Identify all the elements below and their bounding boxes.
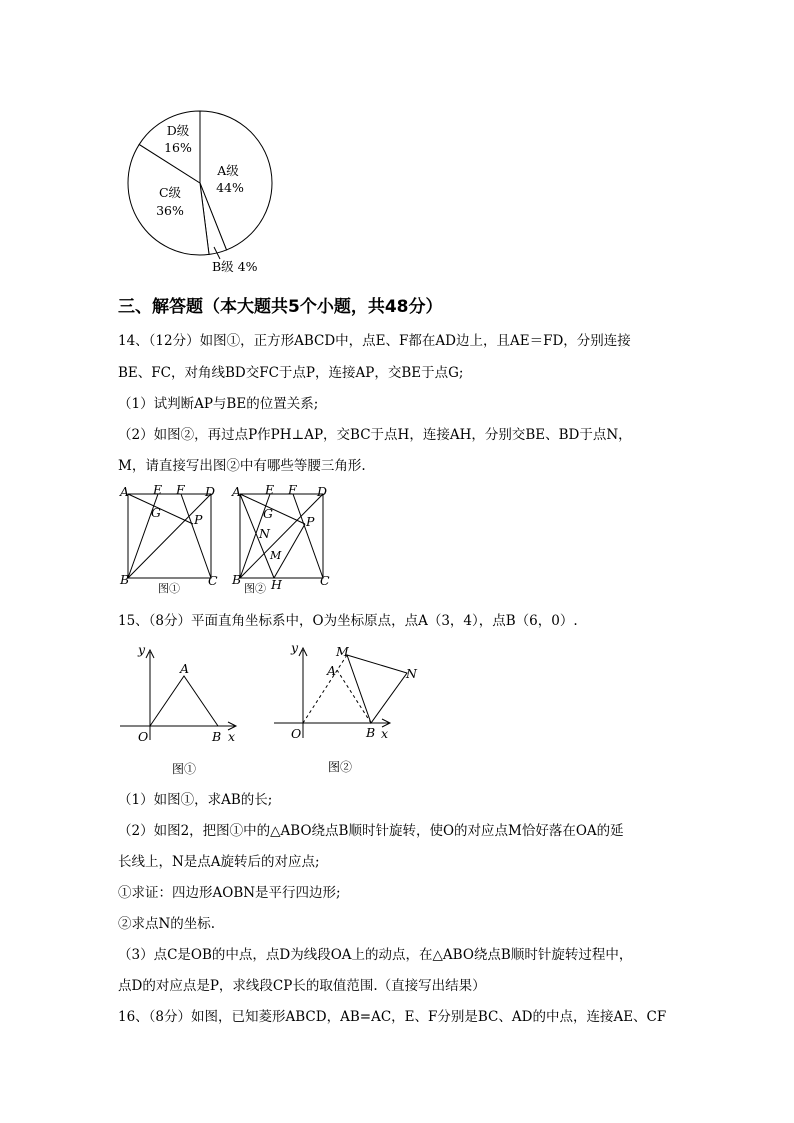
pie-label-c-value: 36%: [156, 203, 184, 218]
q14-f2-point-b: B: [232, 572, 242, 587]
section-title: 三、解答题（本大题共5个小题，共48分）: [118, 297, 443, 317]
q14-f1-caption: 图①: [158, 582, 180, 595]
q15-line-7: （3）点C是OB的中点，点D为线段OA上的动点，在△ABO绕点B顺时针旋转过程中，: [118, 947, 633, 963]
q15-f2-point-m: M: [336, 644, 349, 659]
q15-f1-point-b: B: [212, 729, 222, 744]
q15-line-3: （2）如图2，把图①中的△ABO绕点B顺时针旋转，使O的对应点M恰好落在OA的延: [118, 823, 624, 839]
q15-f2-point-b: B: [366, 725, 376, 740]
pie-label-d-value: 16%: [164, 140, 192, 155]
q14-f1-point-b: B: [120, 572, 130, 587]
q15-f2-point-o: O: [291, 726, 302, 741]
q14-f1-point-a: A: [120, 484, 130, 499]
pie-label-b: B级 4%: [212, 259, 258, 274]
q14-f2-point-h: H: [271, 577, 282, 592]
q14-f2-point-f: F: [288, 484, 297, 497]
q15-figure-1: [118, 640, 248, 780]
q15-f2-axis-x: x: [381, 726, 389, 741]
q14-f1-point-d: D: [205, 484, 216, 499]
q15-f1-point-o: O: [138, 729, 149, 744]
q15-line-4: 长线上，N是点A旋转后的对应点;: [118, 854, 320, 870]
q14-line-1: 14、（12分）如图①，正方形ABCD中，点E、F都在AD边上，且AE＝FD，分别连接: [118, 333, 631, 349]
q14-figure-2: [228, 484, 333, 596]
q15-f2-caption: 图②: [328, 760, 353, 774]
q14-f2-point-g: G: [263, 506, 273, 521]
q14-figure-1: [118, 484, 223, 596]
q14-line-4: （2）如图②，再过点P作PH⊥AP，交BC于点H，连接AH，分别交BE、BD于点N，: [118, 427, 632, 443]
q14-f1-point-p: P: [194, 512, 203, 527]
q14-f2-point-a: A: [232, 484, 242, 499]
pie-label-a-value: 44%: [216, 180, 244, 195]
q15-line-6: ②求点N的坐标.: [118, 916, 216, 932]
q14-f1-point-c: C: [208, 573, 218, 588]
q15-line-1: 15、（8分）平面直角坐标系中，O为坐标原点，点A（3，4），点B（6，0）.: [118, 613, 578, 629]
q14-f1-point-f: F: [176, 484, 185, 497]
q14-f2-point-n: N: [259, 526, 270, 541]
pie-label-d-name: D级: [166, 123, 190, 138]
q16-line-1: 16、（8分）如图，已知菱形ABCD，AB=AC，E、F分别是BC、AD的中点，连接AE、CF: [118, 1009, 667, 1025]
pie-label-a-name: A级: [217, 163, 239, 178]
q14-f1-point-e: E: [153, 484, 163, 497]
q14-f2-point-p: P: [306, 514, 315, 529]
q14-f2-point-d: D: [317, 484, 328, 499]
pie-chart: [120, 108, 280, 278]
q15-f2-point-n: N: [406, 666, 417, 681]
q15-f2-point-a: A: [327, 663, 337, 678]
q15-f1-axis-y: y: [138, 642, 146, 657]
q14-f2-point-e: E: [265, 484, 275, 497]
q15-f1-caption: 图①: [172, 762, 197, 776]
q15-figure-2: [270, 638, 430, 780]
q14-f2-point-c: C: [320, 573, 330, 588]
pie-label-c-name: C级: [158, 185, 182, 200]
q15-line-2: （1）如图①，求AB的长;: [118, 792, 273, 808]
q15-f1-point-a: A: [180, 661, 190, 676]
q15-line-8: 点D的对应点是P，求线段CP长的取值范围.（直接写出结果）: [118, 978, 486, 994]
q14-f1-point-g: G: [151, 505, 161, 520]
q14-line-2: BE、FC，对角线BD交FC于点P，连接AP，交BE于点G;: [118, 365, 464, 381]
q15-f2-axis-y: y: [291, 640, 299, 655]
q14-f2-caption: 图②: [244, 582, 266, 595]
q14-f2-point-m: M: [270, 549, 282, 562]
q15-line-5: ①求证：四边形AOBN是平行四边形;: [118, 885, 341, 901]
q14-line-5: M，请直接写出图②中有哪些等腰三角形.: [118, 458, 366, 474]
q15-f1-axis-x: x: [228, 729, 236, 744]
q14-line-3: （1）试判断AP与BE的位置关系;: [118, 396, 319, 412]
